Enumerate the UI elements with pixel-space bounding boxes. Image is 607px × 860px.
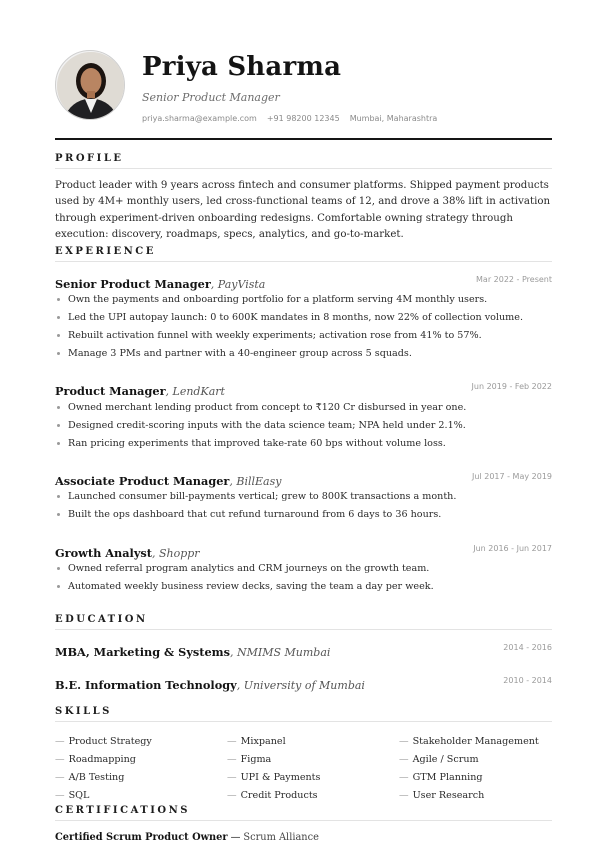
avatar [55, 50, 125, 120]
list-item: Led the UPI autopay launch: 0 to 600K mandates in 8 months, now 22% of collection volume. [55, 309, 552, 327]
profile-summary: Product leader with 9 years across fintech and consumer platforms. Shipped payment products used by 4M+ monthly users, led cross-functional teams of 12, and drove a 38% lift in activation through experiment-driven onboarding redesigns. Comfortable owning strategy through execution: discovery, roadmaps, specs, analytics, and go-to-market. [55, 180, 551, 240]
job-company: BillEasy [236, 475, 282, 488]
job-heading: Senior Product Manager, PayVista Mar 2022 - Present [55, 275, 552, 291]
resume-header [55, 50, 552, 138]
job-role: Growth Analyst [55, 546, 152, 560]
skill-item: — Stakeholder Management [399, 736, 539, 747]
section-heading-education: EDUCATION [55, 614, 552, 630]
skill-item: — Roadmapping [55, 754, 136, 765]
education-dates: 2014 - 2016 [503, 643, 552, 652]
certification-name: Certified Scrum Product Owner [55, 832, 228, 843]
skills-column [227, 733, 320, 805]
job-role: Senior Product Manager [55, 277, 211, 291]
contact-phone: +91 98200 12345 [266, 114, 340, 123]
list-item: Owned referral program analytics and CRM journeys on the growth team. [55, 560, 552, 578]
education-school: University of Mumbai [243, 679, 365, 692]
skills-column [55, 733, 152, 805]
job-bullets [55, 488, 552, 524]
contact-location: Mumbai, Maharashtra [349, 114, 438, 123]
job-company: Shoppr [158, 547, 200, 560]
contact-line [142, 114, 437, 123]
job-dates: Jun 2016 - Jun 2017 [473, 544, 552, 553]
list-item: Own the payments and onboarding portfolio for a platform serving 4M monthly users. [55, 291, 552, 309]
job-bullets [55, 291, 552, 363]
list-item: Built the ops dashboard that cut refund turnaround from 6 days to 36 hours. [55, 506, 552, 524]
job-bullets [55, 560, 552, 596]
education-entry: MBA, Marketing & Systems, NMIMS Mumbai 2014 - 2016 [55, 643, 552, 659]
list-item: Launched consumer bill-payments vertical; grew to 800K transactions a month. [55, 488, 552, 506]
section-heading-certifications: CERTIFICATIONS [55, 805, 552, 821]
skill-item: — A/B Testing [55, 772, 125, 783]
contact-email: priya.sharma@example.com [142, 114, 257, 123]
skill-item: — SQL [55, 790, 90, 801]
education-degree: B.E. Information Technology [55, 678, 237, 692]
header-divider [55, 138, 552, 140]
portrait-photo-icon [56, 51, 125, 120]
job-heading: Product Manager, LendKart Jun 2019 - Feb 2022 [55, 382, 552, 398]
certification-entry [55, 832, 552, 843]
job-company: LendKart [172, 385, 225, 398]
candidate-title: Senior Product Manager [142, 91, 280, 104]
job-dates: Jun 2019 - Feb 2022 [471, 382, 552, 391]
skill-item: — Credit Products [227, 790, 318, 801]
section-heading-skills: SKILLS [55, 706, 552, 722]
list-item: Designed credit-scoring inputs with the data science team; NPA held under 2.1%. [55, 417, 552, 435]
education-entry: B.E. Information Technology, University of Mumbai 2010 - 2014 [55, 676, 552, 692]
education-school: NMIMS Mumbai [236, 646, 331, 659]
skills-column [399, 733, 539, 805]
skill-item: — Product Strategy [55, 736, 152, 747]
list-item: Manage 3 PMs and partner with a 40-engineer group across 5 squads. [55, 345, 552, 363]
skill-item: — Figma [227, 754, 272, 765]
candidate-name: Priya Sharma [142, 52, 342, 82]
skill-item: — Mixpanel [227, 736, 286, 747]
list-item: Rebuilt activation funnel with weekly experiments; activation rose from 41% to 57%. [55, 327, 552, 345]
job-company: PayVista [217, 278, 266, 291]
skill-item: — Agile / Scrum [399, 754, 479, 765]
skill-item: — User Research [399, 790, 485, 801]
skill-item: — GTM Planning [399, 772, 483, 783]
section-heading-profile: PROFILE [55, 153, 552, 169]
list-item: Ran pricing experiments that improved take-rate 60 bps without volume loss. [55, 435, 552, 453]
certification-issuer: Scrum Alliance [243, 832, 319, 843]
list-item: Automated weekly business review decks, saving the team a day per week. [55, 578, 552, 596]
job-heading: Growth Analyst, Shoppr Jun 2016 - Jun 2017 [55, 544, 552, 560]
education-dates: 2010 - 2014 [503, 676, 552, 685]
job-heading: Associate Product Manager, BillEasy Jul 2017 - May 2019 [55, 472, 552, 488]
skill-item: — UPI & Payments [227, 772, 321, 783]
list-item: Owned merchant lending product from concept to ₹120 Cr disbursed in year one. [55, 399, 552, 417]
certification-separator: — [230, 832, 241, 843]
job-dates: Mar 2022 - Present [476, 275, 552, 284]
section-heading-experience: EXPERIENCE [55, 246, 552, 262]
job-bullets [55, 399, 552, 453]
education-degree: MBA, Marketing & Systems [55, 645, 230, 659]
job-dates: Jul 2017 - May 2019 [472, 472, 552, 481]
job-role: Product Manager [55, 384, 166, 398]
job-role: Associate Product Manager [55, 474, 230, 488]
